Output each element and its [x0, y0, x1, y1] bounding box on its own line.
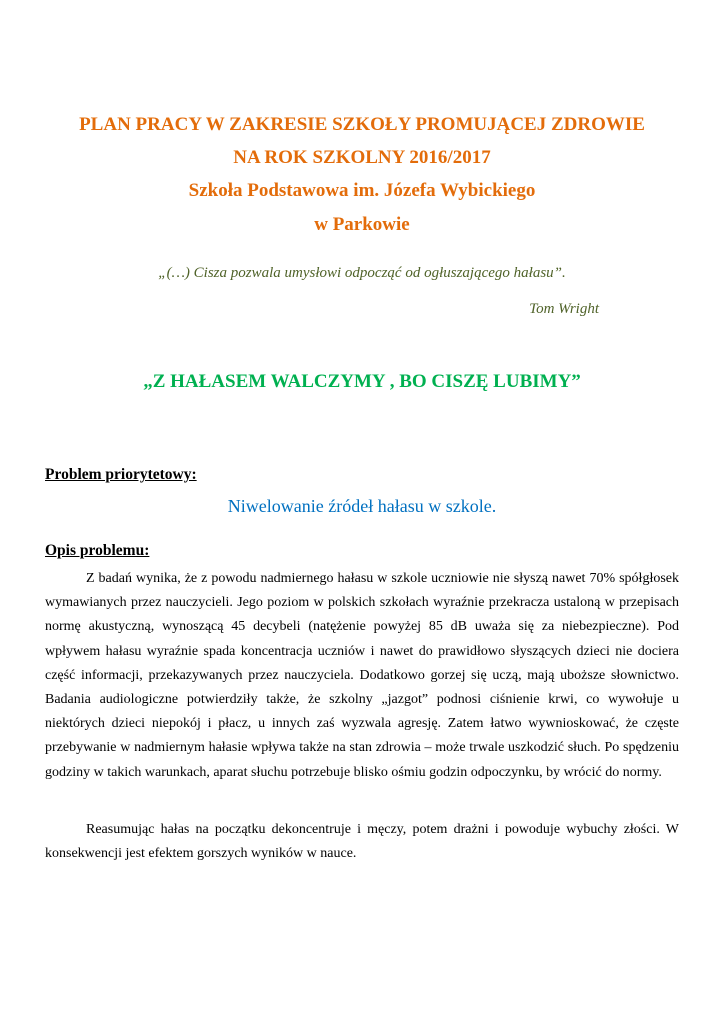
motto: „Z HAŁASEM WALCZYMY , BO CISZĘ LUBIMY”	[143, 371, 581, 392]
description-paragraph-2: Reasumując hałas na początku dekoncentruje i męczy, potem drażni i powoduje wybuchy złości. W konsekwencji jest efektem gorszych wyników w nauce.	[45, 822, 679, 862]
description-paragraph-1: Z badań wynika, że z powodu nadmiernego hałasu w szkole uczniowie nie słyszą nawet 70% spółgłosek wymawianych przez nauczycieli. Jego poziom w polskich szkołach wyraźnie przekracza ustaloną w przepisach normę akustyczną, wynoszącą 45 decybeli (natężenie powyżej 85 dB uważa się za niebezpieczne). Pod wpływem hałasu wyraźnie spada koncentracja uczniów i nawet do prawidłowo słyszących dzieci nie dociera część informacji, przekazywanych przez nauczyciela. Dodatkowo gorzej się uczą, mają uboższe słownictwo. Badania audiologiczne potwierdziły także, że szkolny „jazgot” podnosi ciśnienie krwi, co wywołuje u niektórych dzieci niepokój i płacz, u innych zaś wyzwala agresję. Zatem łatwo wywnioskować, że częste przebywanie w nadmiernym hałasie wpływa także na stan zdrowia – może trwale uszkodzić słuch. Po spędzeniu godziny w takich warunkach, aparat słuchu potrzebuje blisko ośmiu godzin odpoczynku, by wrócić do normy.	[45, 571, 679, 780]
title-line-3: Szkoła Podstawowa im. Józefa Wybickiego	[188, 180, 536, 201]
priority-text: Niwelowanie źródeł hałasu w szkole.	[227, 496, 497, 516]
title-line-4: w Parkowie	[314, 214, 410, 235]
title-line-2: NA ROK SZKOLNY 2016/2017	[233, 147, 491, 168]
title-line-1: PLAN PRACY W ZAKRESIE SZKOŁY PROMUJĄCEJ ZDROWIE	[79, 114, 645, 135]
description-heading: Opis problemu:	[45, 542, 150, 559]
quote-author: Tom Wright	[529, 301, 599, 317]
priority-heading: Problem priorytetowy:	[45, 466, 197, 483]
quote-text: „(…) Cisza pozwala umysłowi odpocząć od ogłuszającego hałasu”.	[158, 265, 566, 281]
